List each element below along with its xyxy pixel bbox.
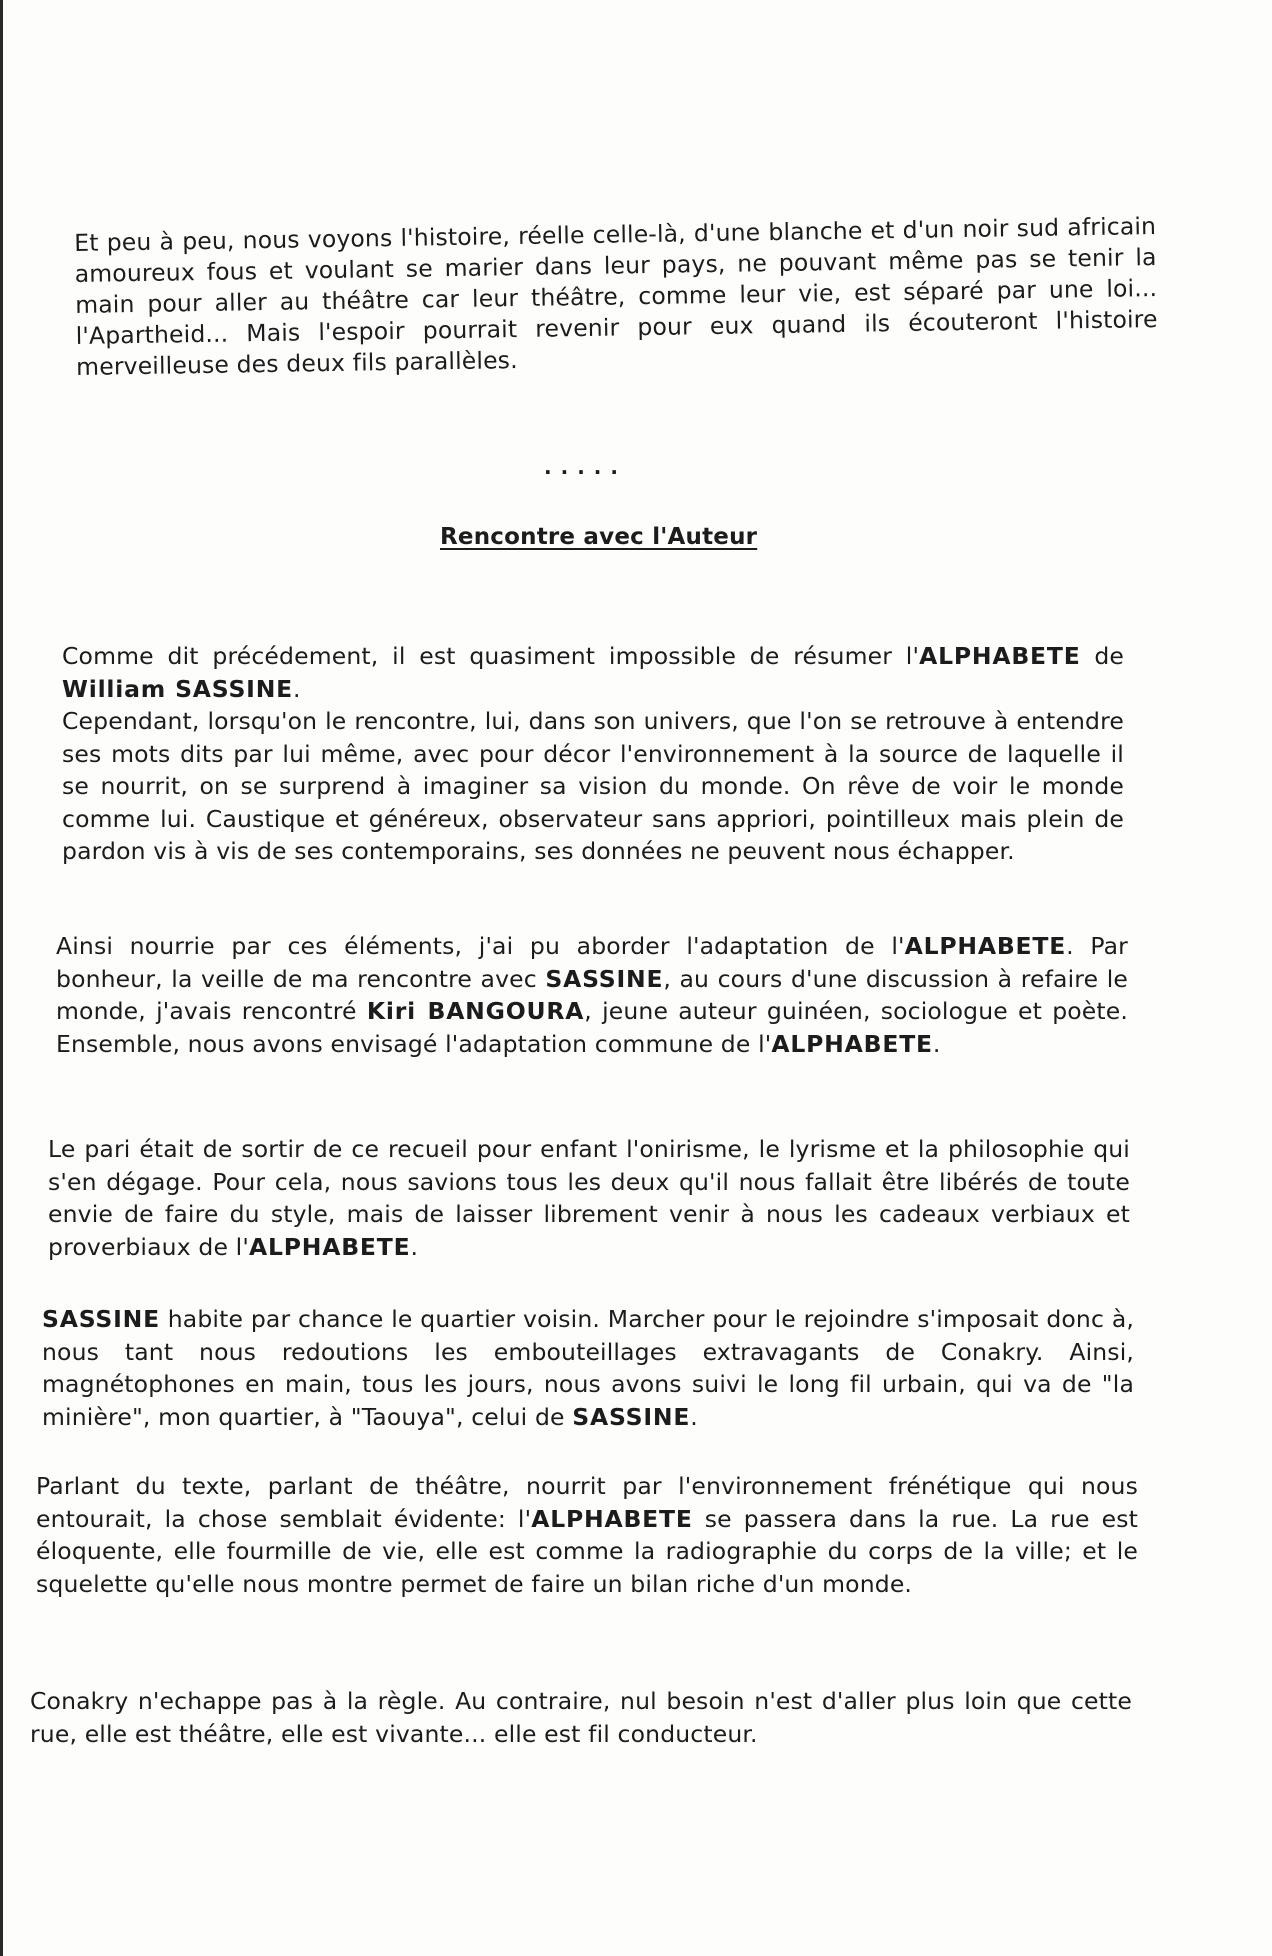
section-title: Rencontre avec l'Auteur xyxy=(440,524,758,550)
intro-paragraph: Et peu à peu, nous voyons l'histoire, réelle celle-là, d'une blanche et d'un noir sud africain amoureux fous et voulant se marier dans leur pays, ne pouvant même pas se tenir la main pour aller au théâtre car leur théâtre, comme leur vie, est séparé par une loi... l'Apartheid... Mais l'espoir pourrait revenir pour eux quand ils écouteront l'histoire merveilleuse des deux fils parallèles. xyxy=(74,212,1158,381)
author-name: SASSINE xyxy=(572,1402,691,1431)
author-name: William SASSINE xyxy=(62,674,294,703)
work-title: ALPHABETE xyxy=(248,1232,411,1261)
coauthor-name: Kiri BANGOURA xyxy=(366,997,585,1025)
work-title: ALPHABETE xyxy=(919,642,1081,670)
work-title: ALPHABETE xyxy=(531,1504,693,1533)
paragraph-3: Le pari était de sortir de ce recueil pour enfant l'onirisme, le lyrisme et la philosophie qui s'en dégage. Pour cela, nous savions tous les deux qu'il nous fallait être libérés de toute envie de faire du style, mais de laisser librement venir à nous les cadeaux verbiaux et proverbiaux de l'ALPHABETE. xyxy=(48,1135,1130,1261)
page-edge xyxy=(0,0,3,1956)
author-name: SASSINE xyxy=(42,1305,160,1333)
paragraph-2: Ainsi nourrie par ces éléments, j'ai pu aborder l'adaptation de l'ALPHABETE. Par bonheur, la veille de ma rencontre avec SASSINE, au cours d'une discussion à refaire le monde, j'avais rencontré Kiri BANGOURA, jeune auteur guinéen, sociologue et poète. Ensemble, nous avons envisagé l'adaptation commune de l'ALPHABETE. xyxy=(56,932,1128,1058)
paragraph-1: Comme dit précédement, il est quasiment impossible de résumer l'ALPHABETE de William SASSINE. Cependant, lorsqu'on le rencontre, lui, dans son univers, que l'on se retrouve à entendre ses mots dits par lui même, avec pour décor l'environnement à la source de laquelle il se nourrit, on se surprend à imaginer sa vision du monde. On rêve de voir le monde comme lui. Caustique et généreux, observateur sans appriori, pointilleux mais plein de pardon vis à vis de ses contemporains, ses données ne peuvent nous échapper. xyxy=(62,642,1125,865)
author-name: SASSINE xyxy=(545,964,664,993)
paragraph-5: Parlant du texte, parlant de théâtre, nourrit par l'environnement frénétique qui nous entourait, la chose semblait évidente: l'ALPHABETE se passera dans la rue. La rue est éloquente, elle fourmille de vie, elle est comme la radiographie du corps de la ville; et le squelette qu'elle nous montre permet de faire un bilan riche d'un monde. xyxy=(36,1472,1138,1598)
paragraph-4: SASSINE habite par chance le quartier voisin. Marcher pour le rejoindre s'imposait donc à, nous tant nous redoutions les embouteillages extravagants de Conakry. Ainsi, magnétophones en main, tous les jours, nous avons suivi le long fil urbain, qui va de "la minière", mon quartier, à "Taouya", celui de SASSINE. xyxy=(42,1305,1134,1431)
work-title: ALPHABETE xyxy=(904,932,1067,960)
section-separator: ..... xyxy=(544,455,627,479)
paragraph-6: Conakry n'echappe pas à la règle. Au contraire, nul besoin n'est d'aller plus loin que cette rue, elle est théâtre, elle est vivante... elle est fil conducteur. xyxy=(30,1687,1132,1748)
work-title: ALPHABETE xyxy=(771,1029,933,1058)
